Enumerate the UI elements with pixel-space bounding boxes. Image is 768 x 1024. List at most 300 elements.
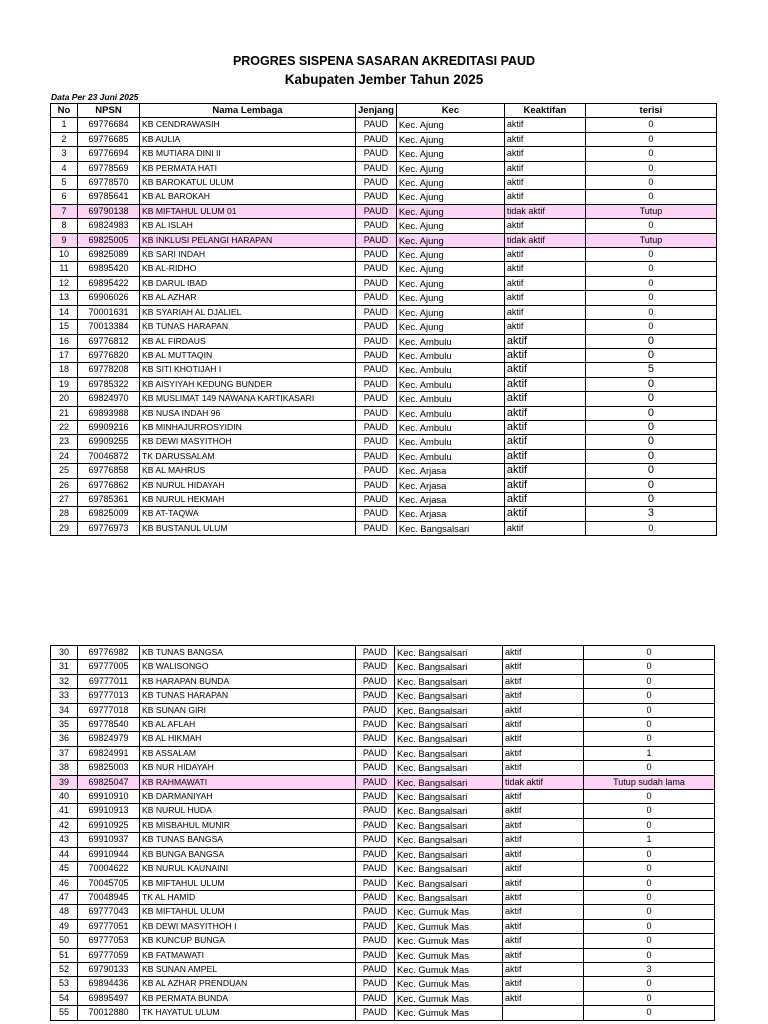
cell-terisi: 0 <box>584 660 715 674</box>
table-row <box>51 833 715 847</box>
cell-npsn: 69909216 <box>78 420 140 434</box>
cell-jenjang: PAUD <box>356 262 397 276</box>
cell-jenjang: PAUD <box>356 348 397 362</box>
cell-no: 47 <box>51 890 78 904</box>
cell-terisi: 0 <box>585 392 716 406</box>
cell-kec: Kec. Bangsalsari <box>395 703 503 717</box>
cell-npsn: 70012880 <box>78 1006 140 1020</box>
cell-jenjang: PAUD <box>356 449 397 463</box>
cell-terisi: 1 <box>584 833 715 847</box>
cell-terisi: 0 <box>585 276 716 290</box>
cell-nama-lembaga: KB NURUL HUDA <box>140 804 356 818</box>
cell-no: 42 <box>51 818 78 832</box>
cell-nama-lembaga: KB BUNGA BANGSA <box>140 847 356 861</box>
table-row <box>51 521 717 535</box>
report-title: PROGRES SISPENA SASARAN AKREDITASI PAUD <box>232 54 536 68</box>
cell-keaktifan: aktif <box>503 790 584 804</box>
cell-no: 41 <box>51 804 78 818</box>
cell-nama-lembaga: KB PERMATA BUNDA <box>140 991 356 1005</box>
cell-kec: Kec. Ajung <box>396 276 504 290</box>
cell-terisi: 0 <box>584 689 715 703</box>
table-row <box>51 219 717 233</box>
cell-nama-lembaga: KB MIFTAHUL ULUM <box>140 905 356 919</box>
cell-nama-lembaga: KB NUR HIDAYAH <box>140 761 356 775</box>
col-header-kec: Kec <box>396 104 504 118</box>
cell-kec: Kec. Gumuk Mas <box>395 948 503 962</box>
table-row <box>51 464 717 478</box>
cell-npsn: 69824979 <box>78 732 140 746</box>
cell-no: 14 <box>51 305 78 319</box>
cell-keaktifan: aktif <box>503 732 584 746</box>
cell-no: 24 <box>51 449 78 463</box>
cell-no: 7 <box>51 204 78 218</box>
cell-keaktifan: tidak aktif <box>504 204 585 218</box>
cell-keaktifan: aktif <box>504 377 585 391</box>
cell-jenjang: PAUD <box>356 406 397 420</box>
col-header-npsn: NPSN <box>78 104 140 118</box>
cell-nama-lembaga: KB CENDRAWASIH <box>140 118 356 132</box>
cell-keaktifan: aktif <box>503 977 584 991</box>
cell-terisi: 0 <box>584 804 715 818</box>
table-row <box>51 392 717 406</box>
cell-kec: Kec. Arjasa <box>396 464 504 478</box>
cell-no: 50 <box>51 934 78 948</box>
cell-keaktifan: aktif <box>503 833 584 847</box>
cell-terisi: 0 <box>585 262 716 276</box>
cell-kec: Kec. Ambulu <box>396 406 504 420</box>
col-header-terisi: terisi <box>585 104 716 118</box>
cell-jenjang: PAUD <box>356 905 395 919</box>
cell-jenjang: PAUD <box>356 847 395 861</box>
cell-jenjang: PAUD <box>356 790 395 804</box>
cell-keaktifan: aktif <box>503 934 584 948</box>
cell-keaktifan: aktif <box>503 746 584 760</box>
cell-kec: Kec. Bangsalsari <box>395 847 503 861</box>
table-row <box>51 132 717 146</box>
cell-keaktifan: aktif <box>504 449 585 463</box>
table-row <box>51 919 715 933</box>
cell-kec: Kec. Arjasa <box>396 492 504 506</box>
cell-nama-lembaga: KB TUNAS BANGSA <box>140 646 356 660</box>
cell-nama-lembaga: KB MUSLIMAT 149 NAWANA KARTIKASARI <box>140 392 356 406</box>
cell-keaktifan: aktif <box>503 890 584 904</box>
cell-npsn: 69910925 <box>78 818 140 832</box>
cell-npsn: 69776973 <box>78 521 140 535</box>
cell-terisi: 1 <box>584 746 715 760</box>
cell-jenjang: PAUD <box>356 204 397 218</box>
cell-no: 9 <box>51 233 78 247</box>
cell-keaktifan: aktif <box>504 147 585 161</box>
progress-table-part-1 <box>50 103 717 536</box>
cell-jenjang: PAUD <box>356 833 395 847</box>
cell-kec: Kec. Gumuk Mas <box>395 1006 503 1020</box>
table-body-part-1 <box>51 118 717 536</box>
cell-kec: Kec. Ambulu <box>396 420 504 434</box>
cell-terisi: 0 <box>584 718 715 732</box>
cell-no: 21 <box>51 406 78 420</box>
cell-jenjang: PAUD <box>356 948 395 962</box>
cell-nama-lembaga: KB KUNCUP BUNGA <box>140 934 356 948</box>
table-row <box>51 1006 715 1020</box>
cell-no: 53 <box>51 977 78 991</box>
cell-nama-lembaga: KB AL-RIDHO <box>140 262 356 276</box>
cell-terisi: 0 <box>585 334 716 348</box>
cell-jenjang: PAUD <box>356 703 395 717</box>
cell-keaktifan: aktif <box>504 176 585 190</box>
cell-nama-lembaga: KB AL HIKMAH <box>140 732 356 746</box>
cell-kec: Kec. Ambulu <box>396 334 504 348</box>
cell-keaktifan: aktif <box>503 761 584 775</box>
cell-jenjang: PAUD <box>356 161 397 175</box>
cell-jenjang: PAUD <box>356 977 395 991</box>
cell-npsn: 69776982 <box>78 646 140 660</box>
cell-keaktifan: aktif <box>504 305 585 319</box>
cell-nama-lembaga: KB SARI INDAH <box>140 248 356 262</box>
cell-jenjang: PAUD <box>356 746 395 760</box>
cell-nama-lembaga: KB DEWI MASYITHOH I <box>140 919 356 933</box>
cell-terisi: 0 <box>584 761 715 775</box>
cell-no: 32 <box>51 674 78 688</box>
cell-nama-lembaga: KB AL AZHAR PRENDUAN <box>140 977 356 991</box>
cell-npsn: 69777043 <box>78 905 140 919</box>
cell-keaktifan: aktif <box>503 905 584 919</box>
cell-kec: Kec. Ambulu <box>396 449 504 463</box>
cell-no: 25 <box>51 464 78 478</box>
cell-kec: Kec. Ajung <box>396 147 504 161</box>
cell-npsn: 69825089 <box>78 248 140 262</box>
cell-kec: Kec. Ambulu <box>396 348 504 362</box>
cell-jenjang: PAUD <box>356 392 397 406</box>
cell-terisi: 0 <box>585 406 716 420</box>
cell-terisi: 0 <box>584 890 715 904</box>
cell-kec: Kec. Bangsalsari <box>396 521 504 535</box>
cell-no: 19 <box>51 377 78 391</box>
cell-nama-lembaga: KB TUNAS HARAPAN <box>140 689 356 703</box>
cell-nama-lembaga: KB AL AFLAH <box>140 718 356 732</box>
cell-terisi: 0 <box>585 161 716 175</box>
cell-terisi: 0 <box>585 377 716 391</box>
cell-npsn: 69910910 <box>78 790 140 804</box>
cell-npsn: 69777051 <box>78 919 140 933</box>
cell-kec: Kec. Bangsalsari <box>395 718 503 732</box>
cell-terisi: 0 <box>585 132 716 146</box>
cell-npsn: 69825003 <box>78 761 140 775</box>
cell-terisi: 3 <box>584 962 715 976</box>
cell-kec: Kec. Ambulu <box>396 435 504 449</box>
cell-kec: Kec. Ajung <box>396 118 504 132</box>
cell-npsn: 69777013 <box>78 689 140 703</box>
cell-keaktifan: aktif <box>503 718 584 732</box>
cell-nama-lembaga: KB HARAPAN BUNDA <box>140 674 356 688</box>
cell-keaktifan: aktif <box>504 435 585 449</box>
cell-npsn: 69910937 <box>78 833 140 847</box>
cell-kec: Kec. Bangsalsari <box>395 876 503 890</box>
table-body-part-2 <box>51 646 715 1021</box>
cell-keaktifan: aktif <box>503 674 584 688</box>
cell-npsn: 69895420 <box>78 262 140 276</box>
cell-jenjang: PAUD <box>356 732 395 746</box>
cell-npsn: 69909255 <box>78 435 140 449</box>
cell-jenjang: PAUD <box>356 464 397 478</box>
cell-terisi: 0 <box>584 1006 715 1020</box>
table-row <box>51 660 715 674</box>
table-row <box>51 674 715 688</box>
cell-jenjang: PAUD <box>356 147 397 161</box>
cell-npsn: 69776685 <box>78 132 140 146</box>
cell-keaktifan: aktif <box>504 478 585 492</box>
cell-npsn: 69776862 <box>78 478 140 492</box>
table-row <box>51 147 717 161</box>
cell-keaktifan: aktif <box>504 291 585 305</box>
cell-npsn: 69785641 <box>78 190 140 204</box>
cell-nama-lembaga: KB DEWI MASYITHOH <box>140 435 356 449</box>
cell-jenjang: PAUD <box>356 962 395 976</box>
cell-jenjang: PAUD <box>356 305 397 319</box>
cell-kec: Kec. Ajung <box>396 204 504 218</box>
cell-nama-lembaga: KB AL AZHAR <box>140 291 356 305</box>
cell-keaktifan: aktif <box>503 862 584 876</box>
cell-nama-lembaga: KB SITI KHOTIJAH I <box>140 363 356 377</box>
cell-kec: Kec. Gumuk Mas <box>395 977 503 991</box>
cell-terisi: 0 <box>584 674 715 688</box>
cell-kec: Kec. Bangsalsari <box>395 689 503 703</box>
cell-keaktifan: aktif <box>504 420 585 434</box>
table-row <box>51 847 715 861</box>
table-row <box>51 377 717 391</box>
cell-kec: Kec. Ambulu <box>396 363 504 377</box>
cell-terisi: 0 <box>585 464 716 478</box>
cell-jenjang: PAUD <box>356 521 397 535</box>
cell-npsn: 70013384 <box>78 320 140 334</box>
cell-nama-lembaga: KB MISBAHUL MUNIR <box>140 818 356 832</box>
table-row <box>51 718 715 732</box>
cell-nama-lembaga: KB DARMANIYAH <box>140 790 356 804</box>
cell-keaktifan: aktif <box>504 521 585 535</box>
cell-keaktifan: aktif <box>503 703 584 717</box>
cell-jenjang: PAUD <box>356 276 397 290</box>
cell-no: 40 <box>51 790 78 804</box>
cell-npsn: 69910913 <box>78 804 140 818</box>
cell-kec: Kec. Bangsalsari <box>395 660 503 674</box>
cell-terisi: 0 <box>584 703 715 717</box>
progress-table-part-2 <box>50 645 715 1021</box>
cell-nama-lembaga: KB AL MAHRUS <box>140 464 356 478</box>
cell-no: 1 <box>51 118 78 132</box>
table-row <box>51 775 715 789</box>
cell-keaktifan: aktif <box>503 847 584 861</box>
cell-nama-lembaga: KB MINHAJURROSYIDIN <box>140 420 356 434</box>
table-row <box>51 449 717 463</box>
cell-jenjang: PAUD <box>356 718 395 732</box>
cell-jenjang: PAUD <box>356 876 395 890</box>
cell-keaktifan: aktif <box>503 876 584 890</box>
cell-terisi: 0 <box>585 492 716 506</box>
cell-keaktifan: aktif <box>504 262 585 276</box>
cell-jenjang: PAUD <box>356 420 397 434</box>
cell-npsn: 69894436 <box>78 977 140 991</box>
table-row <box>51 262 717 276</box>
cell-kec: Kec. Ajung <box>396 291 504 305</box>
table-row <box>51 233 717 247</box>
cell-kec: Kec. Ajung <box>396 132 504 146</box>
cell-jenjang: PAUD <box>356 219 397 233</box>
table-row <box>51 890 715 904</box>
cell-npsn: 69777018 <box>78 703 140 717</box>
cell-terisi: 0 <box>585 190 716 204</box>
cell-npsn: 69824970 <box>78 392 140 406</box>
table-row <box>51 991 715 1005</box>
table-row <box>51 406 717 420</box>
cell-keaktifan: aktif <box>504 507 585 521</box>
cell-nama-lembaga: KB AT-TAQWA <box>140 507 356 521</box>
cell-jenjang: PAUD <box>356 320 397 334</box>
table-row <box>51 291 717 305</box>
cell-jenjang: PAUD <box>356 890 395 904</box>
cell-kec: Kec. Bangsalsari <box>395 775 503 789</box>
cell-keaktifan: aktif <box>504 219 585 233</box>
cell-npsn: 70001631 <box>78 305 140 319</box>
cell-no: 17 <box>51 348 78 362</box>
cell-jenjang: PAUD <box>356 646 395 660</box>
cell-keaktifan: aktif <box>504 276 585 290</box>
cell-kec: Kec. Gumuk Mas <box>395 905 503 919</box>
cell-terisi: Tutup <box>585 233 716 247</box>
table-row <box>51 746 715 760</box>
cell-terisi: 0 <box>584 818 715 832</box>
cell-no: 4 <box>51 161 78 175</box>
cell-no: 46 <box>51 876 78 890</box>
cell-terisi: 0 <box>584 646 715 660</box>
cell-keaktifan <box>503 1006 584 1020</box>
cell-no: 29 <box>51 521 78 535</box>
cell-npsn: 69776694 <box>78 147 140 161</box>
cell-nama-lembaga: KB AL BAROKAH <box>140 190 356 204</box>
cell-no: 43 <box>51 833 78 847</box>
cell-no: 11 <box>51 262 78 276</box>
cell-no: 3 <box>51 147 78 161</box>
cell-terisi: 0 <box>585 291 716 305</box>
cell-no: 36 <box>51 732 78 746</box>
cell-keaktifan: aktif <box>503 646 584 660</box>
cell-nama-lembaga: KB MIFTAHUL ULUM <box>140 876 356 890</box>
table-row <box>51 948 715 962</box>
cell-nama-lembaga: KB AL ISLAH <box>140 219 356 233</box>
cell-jenjang: PAUD <box>356 991 395 1005</box>
cell-keaktifan: aktif <box>504 132 585 146</box>
cell-no: 22 <box>51 420 78 434</box>
col-header-keaktifan: Keaktifan <box>504 104 585 118</box>
cell-nama-lembaga: KB NURUL KAUNAINI <box>140 862 356 876</box>
cell-terisi: 0 <box>584 790 715 804</box>
cell-jenjang: PAUD <box>356 919 395 933</box>
cell-kec: Kec. Ambulu <box>396 392 504 406</box>
cell-kec: Kec. Arjasa <box>396 478 504 492</box>
cell-kec: Kec. Bangsalsari <box>395 746 503 760</box>
cell-npsn: 69778569 <box>78 161 140 175</box>
cell-terisi: 0 <box>584 732 715 746</box>
cell-npsn: 69824983 <box>78 219 140 233</box>
cell-no: 48 <box>51 905 78 919</box>
data-date-note: Data Per 23 Juni 2025 <box>51 92 139 102</box>
cell-keaktifan: aktif <box>503 689 584 703</box>
cell-jenjang: PAUD <box>356 761 395 775</box>
table-row <box>51 492 717 506</box>
cell-no: 16 <box>51 334 78 348</box>
cell-npsn: 69910944 <box>78 847 140 861</box>
cell-nama-lembaga: KB NURUL HIDAYAH <box>140 478 356 492</box>
cell-jenjang: PAUD <box>356 363 397 377</box>
cell-terisi: 0 <box>585 320 716 334</box>
cell-nama-lembaga: KB MUTIARA DINI II <box>140 147 356 161</box>
cell-no: 54 <box>51 991 78 1005</box>
cell-npsn: 69778208 <box>78 363 140 377</box>
table-row <box>51 689 715 703</box>
table-row <box>51 818 715 832</box>
cell-npsn: 69906026 <box>78 291 140 305</box>
cell-npsn: 70046872 <box>78 449 140 463</box>
cell-kec: Kec. Arjasa <box>396 507 504 521</box>
cell-npsn: 70048945 <box>78 890 140 904</box>
cell-no: 39 <box>51 775 78 789</box>
cell-terisi: 0 <box>585 305 716 319</box>
cell-keaktifan: aktif <box>504 392 585 406</box>
cell-keaktifan: aktif <box>504 334 585 348</box>
cell-jenjang: PAUD <box>356 507 397 521</box>
cell-nama-lembaga: KB NUSA INDAH 96 <box>140 406 356 420</box>
cell-jenjang: PAUD <box>356 934 395 948</box>
cell-nama-lembaga: KB ASSALAM <box>140 746 356 760</box>
cell-npsn: 69825005 <box>78 233 140 247</box>
cell-kec: Kec. Ajung <box>396 248 504 262</box>
cell-terisi: 0 <box>585 449 716 463</box>
cell-no: 2 <box>51 132 78 146</box>
cell-no: 27 <box>51 492 78 506</box>
cell-npsn: 69825009 <box>78 507 140 521</box>
cell-jenjang: PAUD <box>356 775 395 789</box>
cell-no: 12 <box>51 276 78 290</box>
cell-terisi: 0 <box>585 219 716 233</box>
cell-nama-lembaga: KB WALISONGO <box>140 660 356 674</box>
cell-nama-lembaga: KB INKLUSI PELANGI HARAPAN <box>140 233 356 247</box>
cell-kec: Kec. Ajung <box>396 320 504 334</box>
table-row <box>51 334 717 348</box>
cell-keaktifan: aktif <box>503 660 584 674</box>
cell-no: 18 <box>51 363 78 377</box>
cell-npsn: 69776820 <box>78 348 140 362</box>
table-row <box>51 862 715 876</box>
cell-kec: Kec. Ajung <box>396 176 504 190</box>
cell-kec: Kec. Gumuk Mas <box>395 962 503 976</box>
cell-no: 6 <box>51 190 78 204</box>
cell-jenjang: PAUD <box>356 818 395 832</box>
cell-keaktifan: aktif <box>504 190 585 204</box>
cell-jenjang: PAUD <box>356 176 397 190</box>
cell-terisi: 0 <box>584 862 715 876</box>
cell-npsn: 69895422 <box>78 276 140 290</box>
table-row <box>51 118 717 132</box>
cell-kec: Kec. Bangsalsari <box>395 833 503 847</box>
cell-no: 15 <box>51 320 78 334</box>
cell-no: 10 <box>51 248 78 262</box>
cell-kec: Kec. Bangsalsari <box>395 790 503 804</box>
cell-terisi: 0 <box>585 248 716 262</box>
cell-terisi: 0 <box>585 176 716 190</box>
cell-nama-lembaga: KB RAHMAWATI <box>140 775 356 789</box>
cell-jenjang: PAUD <box>356 435 397 449</box>
cell-npsn: 69777053 <box>78 934 140 948</box>
table-row <box>51 934 715 948</box>
table-row <box>51 161 717 175</box>
